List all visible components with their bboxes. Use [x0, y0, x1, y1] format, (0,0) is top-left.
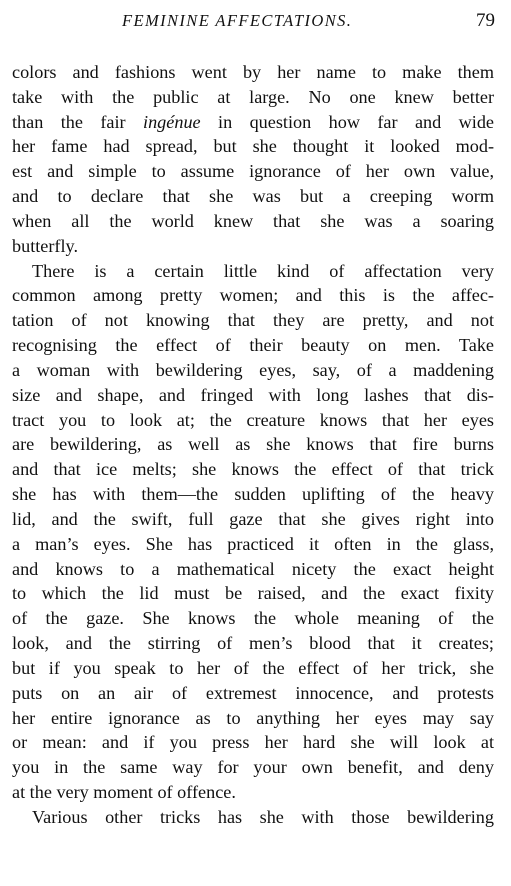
text-line: puts on an air of extremest innocence, and protests [12, 682, 494, 703]
text-line: tation of not knowing that they are pretty, and not [12, 310, 494, 331]
text-line: of the gaze. She knows the whole meaning of the [12, 608, 494, 629]
text-line: recognising the effect of their beauty on men. Take [12, 335, 494, 356]
text-line: when all the world knew that she was a soaring [12, 210, 494, 231]
text-line: common among pretty women; and this is the affec- [12, 285, 494, 306]
text-line: are bewildering, as well as she knows that fire burns [12, 434, 494, 455]
paragraph-end-line: butterfly. [12, 235, 78, 256]
text-line: and knows to a mathematical nicety the exact height [12, 558, 494, 579]
running-head [12, 11, 498, 37]
text-segment: than the fair [12, 111, 144, 132]
text-line: take with the public at large. No one knew better [12, 86, 494, 107]
text-line: and to declare that she was but a creeping worm [12, 186, 494, 207]
paragraph-first-line: Various other tricks has she with those bewildering [32, 806, 494, 827]
text-line: est and simple to assume ignorance of her own value, [12, 161, 494, 182]
text-line: she has with them—the sudden uplifting of the heavy [12, 484, 494, 505]
text-line: or mean: and if you press her hard she will look at [12, 732, 494, 753]
text-line: tract you to look at; the creature knows that her eyes [12, 409, 494, 430]
text-line: to which the lid must be raised, and the exact fixity [12, 583, 494, 604]
page-number: 79 [476, 10, 495, 31]
text-line: a woman with bewildering eyes, say, of a maddening [12, 359, 494, 380]
italic-term: ingénue [143, 111, 201, 132]
paragraph-end-line: at the very moment of offence. [12, 782, 236, 803]
text-line: and that ice melts; she knows the effect of that trick [12, 459, 494, 480]
running-title: FEMININE AFFECTATIONS. [122, 11, 353, 30]
paragraph-first-line: There is a certain little kind of affectation very [32, 260, 494, 281]
text-line: but if you speak to her of the effect of her trick, she [12, 657, 494, 678]
text-line: you in the same way for your own benefit, and deny [12, 757, 494, 778]
text-segment: in question how far and wide [200, 111, 494, 132]
text-line: her entire ignorance as to anything her eyes may say [12, 707, 494, 728]
body-text [12, 60, 494, 830]
text-line: size and shape, and fringed with long lashes that dis- [12, 384, 494, 405]
text-line: colors and fashions went by her name to make them [12, 62, 494, 82]
text-line: her fame had spread, but she thought it looked mod- [12, 136, 494, 157]
text-line [12, 110, 494, 135]
text-line: look, and the stirring of men’s blood that it creates; [12, 633, 494, 654]
text-line: a man’s eyes. She has practiced it often in the glass, [12, 533, 494, 554]
text-line: lid, and the swift, full gaze that she gives right into [12, 508, 494, 529]
